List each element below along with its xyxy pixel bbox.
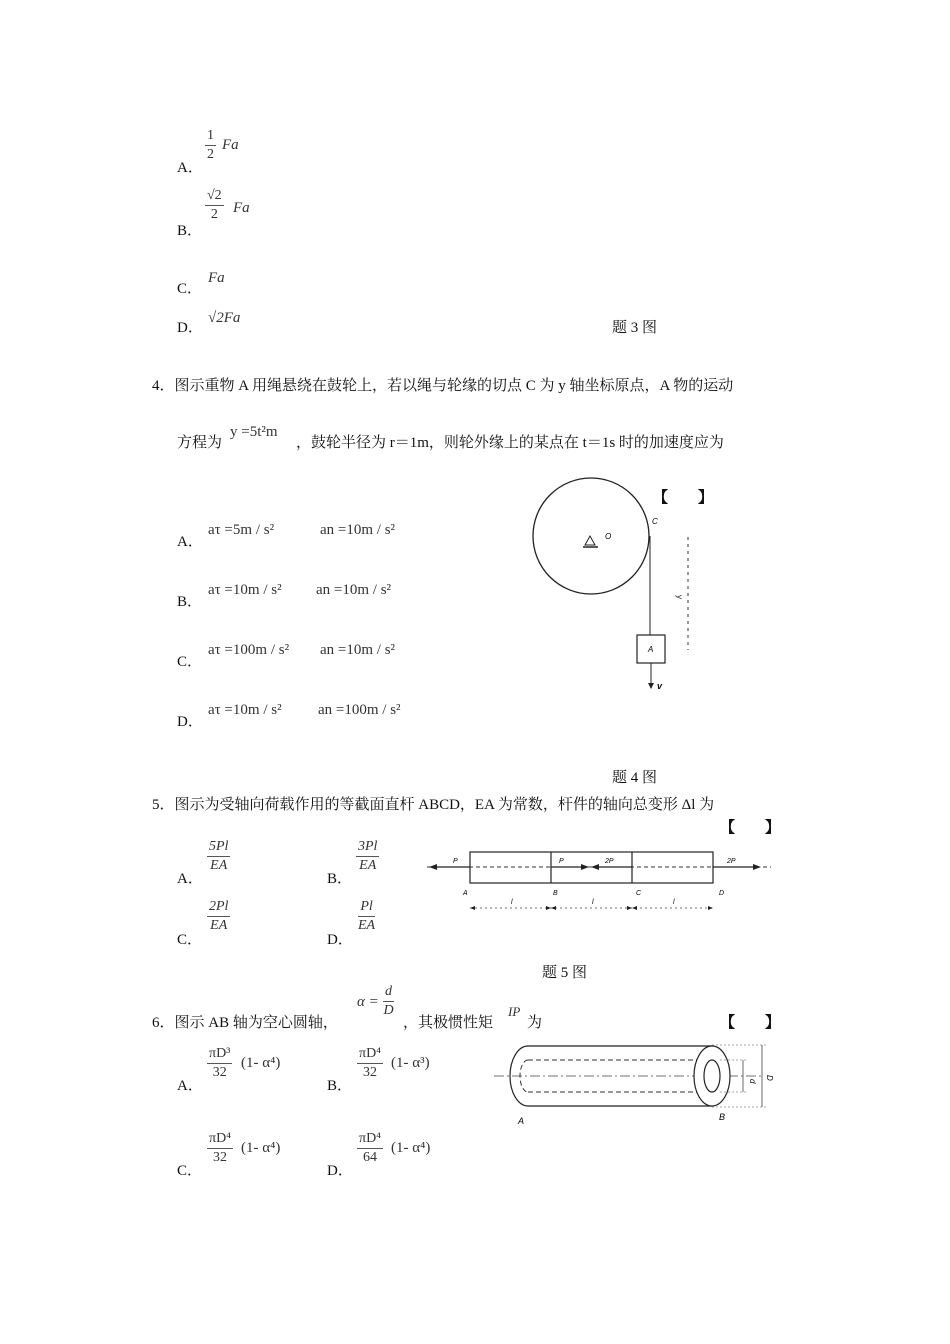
q4-option-b-tangential: aτ =10m / s² [208, 582, 282, 598]
force-a-arrow-icon [429, 864, 437, 870]
q4-option-c-letter: C． [177, 654, 203, 670]
dim-arrow-icon [708, 906, 713, 910]
q6-question-text-post: 为 [527, 1015, 543, 1031]
q6-option-a-letter: A． [177, 1078, 203, 1094]
q4-option-b-normal: an =10m / s² [316, 582, 392, 598]
q3-figure-caption: 题 3 图 [612, 320, 658, 336]
q3-option-a-fraction: $\frac{1}{2}$ [207, 128, 214, 162]
q4-figure-caption: 题 4 图 [612, 770, 658, 786]
q4-option-d-normal: an =100m / s² [318, 702, 401, 718]
force-d-label: 2P [727, 858, 736, 865]
velocity-arrow-icon [648, 683, 654, 689]
point-b-label: B [553, 890, 558, 897]
force-c-arrow-icon [591, 864, 599, 870]
q6-alpha-fraction: $\frac{d}{D}$ [383, 984, 394, 1018]
inner-diameter-label: d [748, 1079, 757, 1084]
q5-option-b-fraction: $\frac{3Pl}{EA}$ [358, 839, 378, 873]
q4-drum-figure [530, 475, 710, 695]
q5-option-c-letter: C． [177, 932, 203, 948]
drum-circle [533, 478, 649, 594]
dim-arrow-icon [470, 906, 475, 910]
q4-option-a-tangential: aτ =5m / s² [208, 522, 275, 538]
q3-option-b-fraction: $\frac{√2}{2}$ [207, 188, 222, 222]
segment-cd-length: l [673, 899, 675, 906]
velocity-label: v [657, 681, 663, 691]
q3-option-a-letter: A． [177, 160, 203, 176]
q5-option-b-letter: B． [327, 871, 353, 887]
segment-ab-length: l [511, 899, 513, 906]
q6-option-b-tail: (1- α³) [391, 1055, 430, 1071]
shaft-end-a-label: A [518, 1116, 525, 1126]
q5-option-a-letter: A． [177, 871, 203, 887]
point-c-label: C [636, 890, 642, 897]
q6-answer-bracket: 【 】 [720, 1015, 781, 1031]
pivot-support-icon [585, 536, 595, 545]
q5-bar-figure [425, 845, 775, 915]
q3-option-b-expr: Fa [233, 200, 250, 216]
q6-option-a-fraction: $\frac{\text{πD³}}{32}$ [209, 1046, 231, 1080]
q4-option-c-normal: an =10m / s² [320, 642, 396, 658]
q3-option-d-expr: √2Fa [208, 310, 241, 326]
force-d-arrow-icon [753, 864, 761, 870]
point-d-label: D [719, 890, 725, 897]
q6-hollow-shaft-figure [492, 1038, 777, 1130]
dim-arrow-icon [551, 906, 556, 910]
shaft-end-inner [704, 1060, 720, 1092]
force-b-label: P [559, 858, 564, 865]
drum-center-label: O [605, 532, 612, 541]
q4-question-line2-post: ，鼓轮半径为 r＝1m，则轮外缘上的某点在 t＝1s 时的加速度应为 [296, 435, 724, 451]
q5-option-d-letter: D． [327, 932, 353, 948]
q6-option-c-letter: C． [177, 1163, 203, 1179]
weight-block-label: A [648, 645, 654, 654]
q4-answer-bracket: 【 】 [653, 490, 714, 506]
q5-figure-caption: 题 5 图 [542, 965, 588, 981]
q6-option-c-fraction: $\frac{\text{πD⁴}}{32}$ [209, 1131, 232, 1165]
q3-option-c-expr: Fa [208, 270, 225, 286]
q5-answer-bracket: 【 】 [720, 820, 781, 836]
q6-alpha-symbol: α = [357, 994, 379, 1010]
q5-question-text: 5．图示为受轴向荷载作用的等截面直杆 ABCD，EA 为常数，杆件的轴向总变形 Δl 为 [152, 797, 715, 813]
q6-option-d-letter: D． [327, 1163, 353, 1179]
shaft-end-b-label: B [719, 1112, 726, 1122]
force-b-arrow-icon [581, 864, 589, 870]
q5-option-c-fraction: $\frac{2Pl}{EA}$ [209, 899, 229, 933]
q4-option-a-letter: A． [177, 534, 203, 550]
q4-option-b-letter: B． [177, 594, 203, 610]
dim-arrow-icon [632, 906, 637, 910]
q6-question-text-pre: 6．图示 AB 轴为空心圆轴， [152, 1015, 338, 1031]
force-a-label: P [453, 858, 458, 865]
q6-option-d-tail: (1- α⁴) [391, 1140, 431, 1156]
q4-motion-equation: y =5t²m [230, 424, 278, 440]
dim-arrow-icon [546, 906, 551, 910]
q6-option-b-letter: B． [327, 1078, 353, 1094]
point-a-label: A [463, 890, 468, 897]
q3-option-d-letter: D． [177, 320, 203, 336]
q6-option-d-fraction: $\frac{\text{πD⁴}}{64}$ [359, 1131, 382, 1165]
q6-option-b-fraction: $\frac{\text{πD⁴}}{32}$ [359, 1046, 382, 1080]
q6-option-a-tail: (1- α⁴) [241, 1055, 281, 1071]
q5-option-d-fraction: $\frac{Pl}{EA}$ [358, 899, 376, 933]
outer-diameter-label: D [765, 1075, 774, 1081]
q6-polar-moment-symbol: IP [508, 1004, 521, 1019]
q4-option-c-tangential: aτ =100m / s² [208, 642, 290, 658]
q4-option-a-normal: an =10m / s² [320, 522, 396, 538]
q6-question-text-mid: ，其极惯性矩 [403, 1015, 494, 1031]
y-axis-label: y [675, 595, 684, 599]
q4-question-line1: 4．图示重物 A 用绳悬绕在鼓轮上，若以绳与轮缘的切点 C 为 y 轴坐标原点，A 物的运动 [152, 378, 734, 394]
segment-bc-length: l [592, 899, 594, 906]
dim-arrow-icon [627, 906, 632, 910]
q3-option-a-expr: Fa [222, 137, 239, 153]
q4-question-line2-pre: 方程为 [177, 435, 223, 451]
q4-option-d-letter: D． [177, 714, 203, 730]
q3-option-c-letter: C． [177, 281, 203, 297]
q5-option-a-fraction: $\frac{5Pl}{EA}$ [209, 839, 229, 873]
q6-option-c-tail: (1- α⁴) [241, 1140, 281, 1156]
q3-option-b-letter: B． [177, 223, 203, 239]
q4-option-d-tangential: aτ =10m / s² [208, 702, 282, 718]
tangent-point-label: C [652, 517, 658, 526]
force-c-label: 2P [605, 858, 614, 865]
